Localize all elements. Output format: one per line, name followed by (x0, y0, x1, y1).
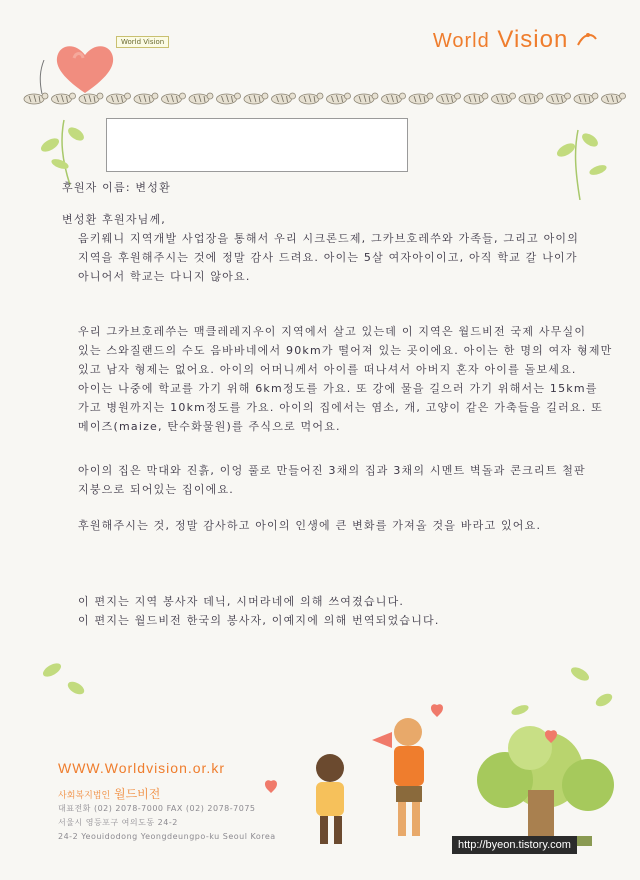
animal-head (455, 93, 461, 99)
note-writer: 이 편지는 지역 봉사자 데닉, 시머라네에 의해 쓰여졌습니다. (78, 595, 405, 608)
logo-word: World (432, 30, 490, 52)
paragraph-line: 있고 남자 형제는 없어요. 아이의 어머니께서 아이를 떠나셔서 아버지 혼자 아이를 돌보세요. (78, 363, 577, 376)
paragraph-line: 아니어서 학교는 다니지 않아요. (78, 270, 251, 283)
animal-border (18, 88, 628, 110)
animal-head (565, 93, 571, 99)
animal-head (207, 93, 213, 99)
animal-head (180, 93, 186, 99)
greeting: 변성환 후원자님께, (62, 213, 167, 226)
paragraph-line: 우리 그카브호레쑤는 맥클레레지우이 지역에서 살고 있는데 이 지역은 월드비전 국제 사무실이 (78, 325, 587, 338)
note-translator: 이 편지는 월드비전 한국의 봉사자, 이예지에 의해 번역되었습니다. (78, 614, 440, 627)
world-vision-logo (433, 26, 598, 54)
organization-name (58, 785, 160, 802)
animal-head (400, 93, 406, 99)
paragraph-3 (78, 461, 618, 499)
animal-head (427, 93, 433, 99)
paragraph-line: 아이의 집은 막대와 진흙, 이엉 풀로 만들어진 3채의 집과 3채의 시멘트 벽돌과 콘크리트 철판 (78, 464, 586, 477)
address-english: 24-2 Yeouidodong Yeongdeungpo-ku Seoul Korea (58, 832, 276, 841)
paragraph-2 (78, 322, 618, 436)
animal-head (97, 93, 103, 99)
logo-swoosh-icon (576, 31, 598, 49)
animal-head (592, 93, 598, 99)
animal-head (510, 93, 516, 99)
paragraph-line: 음키웨니 지역개발 사업장을 통해서 우리 시크론드제, 그카브호레쑤와 가족들, 그리고 아이의 (78, 232, 580, 245)
animal-head (537, 93, 543, 99)
animal-head (317, 93, 323, 99)
animal-head (372, 93, 378, 99)
contact-info (58, 802, 276, 844)
paragraph-line: 메이즈(maize, 탄수화물원)를 주식으로 먹어요. (78, 420, 341, 433)
animal-head (125, 93, 131, 99)
animal-head (290, 93, 296, 99)
paragraph-line: 있는 스와질랜드의 수도 음바바네에서 90km가 떨어져 있는 곳이에요. 아이는 한 명의 여자 형제만 (78, 344, 613, 357)
animal-head (152, 93, 158, 99)
phone-fax: 대표전화 (02) 2078-7000 FAX (02) 2078-7075 (58, 804, 256, 813)
paragraph-line: 아이는 나중에 학교를 가기 위해 6km정도를 가요. 또 강에 물을 길으러 가기 위해서는 15km를 (78, 382, 598, 395)
animal-head (482, 93, 488, 99)
paragraph-line: 지역을 후원해주시는 것에 정말 감사 드려요. 아이는 5살 여자아이이고, 아직 학교 갈 나이가 (78, 251, 578, 264)
logo-vision: Vision (497, 26, 569, 53)
redacted-address-box (106, 118, 408, 172)
donor-name-line: 후원자 이름: 변성환 (62, 181, 171, 194)
animal-head (345, 93, 351, 99)
address-korean: 서울시 영등포구 여의도동 24-2 (58, 818, 178, 827)
tree-icon (477, 726, 614, 846)
animal-head (620, 93, 626, 99)
paragraph-4: 후원해주시는 것, 정말 감사하고 아이의 인생에 큰 변화를 가져올 것을 바라고 있어요. (78, 519, 542, 532)
org-title: 월드비전 (114, 787, 161, 801)
website-link[interactable]: WWW.Worldvision.or.kr (58, 760, 225, 776)
animal-head (262, 93, 268, 99)
paragraph-line: 지붕으로 되어있는 집이에요. (78, 483, 235, 496)
org-prefix: 사회복지법인 (58, 791, 111, 801)
animal-head (42, 93, 48, 99)
animal-head (235, 93, 241, 99)
world-vision-tag: World Vision (116, 36, 169, 48)
translation-notes (78, 592, 618, 630)
children-illustration (316, 718, 424, 844)
animal-head (70, 93, 76, 99)
watermark-url: http://byeon.tistory.com (452, 836, 577, 854)
paragraph-line: 가고 병원까지는 10km정도를 가요. 아이의 집에서는 염소, 개, 고양이 같은 가축들을 길러요. 또 (78, 401, 603, 414)
paragraph-1 (78, 229, 618, 286)
